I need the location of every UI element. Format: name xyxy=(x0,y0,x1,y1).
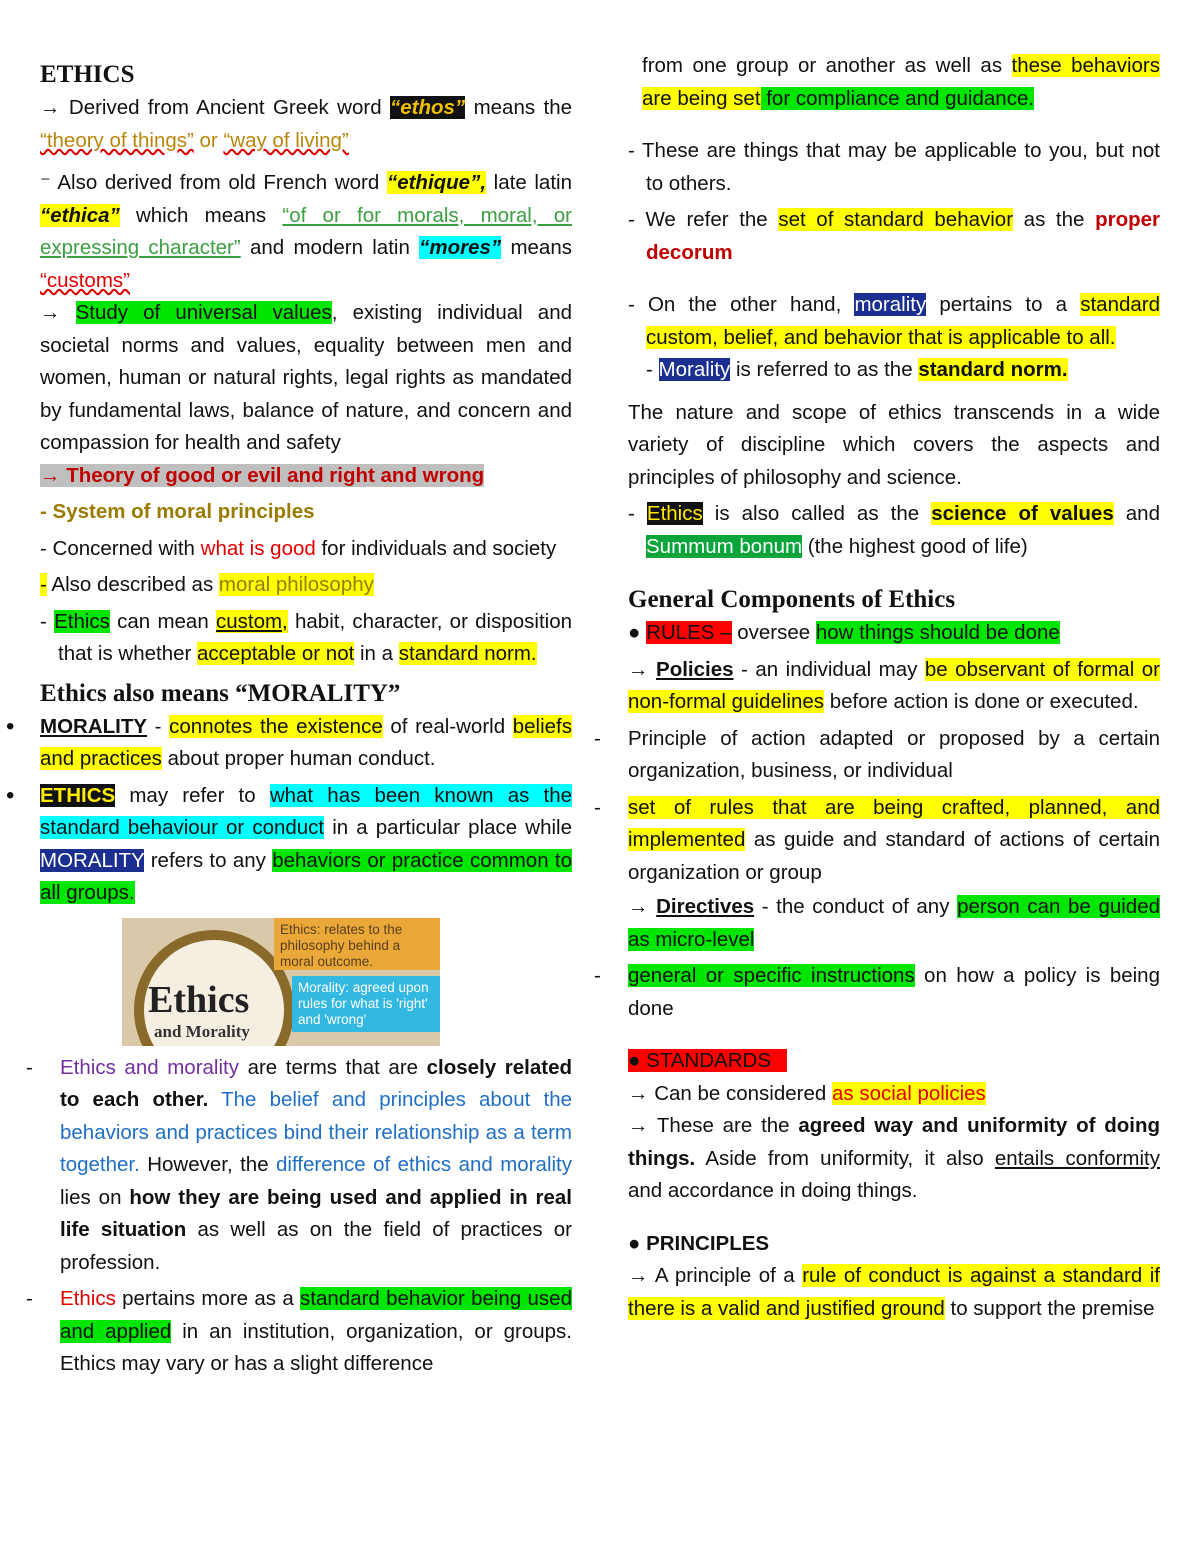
text: → Can be considered xyxy=(628,1081,832,1105)
phrase: difference of ethics and morality xyxy=(276,1153,572,1176)
text: , existing individual and societal norms and values, equality between men and women, human or natural rights, legal rights as mandated by fundamental laws, balance of nature, and concern and compassion for health and safety xyxy=(40,301,573,454)
left-column xyxy=(40,50,572,1381)
dash-decorum xyxy=(628,204,1160,269)
text: in a particular place while xyxy=(324,816,573,839)
paragraph-concerned xyxy=(40,533,572,566)
phrase: set of standard behavior xyxy=(778,208,1014,231)
phrase: what is good xyxy=(200,536,316,560)
phrase: → Theory of good or evil and right and wrong xyxy=(40,463,485,487)
text: before action is done or executed. xyxy=(824,690,1139,713)
section-heading-morality: Ethics also means “MORALITY” xyxy=(40,679,401,707)
text: are terms that are xyxy=(238,1055,427,1079)
text: and xyxy=(1113,502,1160,525)
term-mores: “mores” xyxy=(419,236,502,259)
phrase: The belief and principles about the behaviors and practices bind their relationship as a term together. xyxy=(60,1088,573,1176)
phrase: entails conformity xyxy=(994,1146,1160,1170)
text: → A principle of a xyxy=(628,1264,803,1287)
dash-science-values xyxy=(628,498,1160,563)
paragraph-continued xyxy=(628,50,1160,115)
phrase: “theory of things” xyxy=(40,128,194,152)
paragraph-ethics-custom xyxy=(40,606,572,671)
text: late latin xyxy=(486,171,572,194)
text: lies on xyxy=(60,1185,130,1209)
text: to support the premise xyxy=(944,1296,1155,1320)
ethics-morality-image xyxy=(122,918,440,1046)
text: or xyxy=(193,128,224,152)
phrase: acceptable or not xyxy=(197,642,355,665)
text: refers to any xyxy=(144,848,273,872)
text: - xyxy=(628,502,647,525)
dash-principle-action: - Principle of action adapted or proposed by a certain organization, business, or individual xyxy=(628,723,1160,788)
bullet-ethics xyxy=(40,780,572,910)
phrase: beliefs and practices xyxy=(40,714,573,770)
term-ethica: “ethica” xyxy=(40,203,120,227)
text: (the highest good of life) xyxy=(802,534,1028,558)
phrase: Study of universal values xyxy=(75,301,332,324)
text: → xyxy=(628,657,657,681)
item-directives xyxy=(628,891,1160,956)
phrase: how things should be done xyxy=(815,621,1060,644)
phrase: science of values xyxy=(931,502,1114,525)
text: from one group or another as well as xyxy=(642,54,1012,77)
text: pertains to a xyxy=(926,293,1081,316)
text: → xyxy=(628,895,657,918)
text: - xyxy=(40,609,55,633)
phrase: RULES – xyxy=(646,621,732,644)
term: Ethics xyxy=(646,502,703,525)
bullet-morality xyxy=(40,711,572,776)
standards-social xyxy=(628,1078,1160,1111)
paragraph-nature-scope: The nature and scope of ethics transcends in a wide variety of discipline which covers the aspects and principles of philosophy and science. xyxy=(628,400,1160,489)
text: - the conduct of any xyxy=(754,895,958,918)
text: - We refer the xyxy=(628,208,779,231)
phrase: standard behavior being used and applied xyxy=(60,1287,572,1343)
term-ethique: “ethique”, xyxy=(386,171,487,194)
right-column xyxy=(628,50,1160,1325)
phrase: be observant of formal or non-formal guidelines xyxy=(628,657,1160,713)
text: oversee xyxy=(731,621,816,644)
text: However, the xyxy=(139,1153,277,1176)
text: means the xyxy=(465,96,572,119)
text: → xyxy=(40,301,76,324)
figure-tag-ethics: Ethics: relates to the philosophy behind a moral outcome. xyxy=(274,918,440,970)
phrase: Ethics xyxy=(60,1287,116,1310)
dash-instructions xyxy=(628,960,1160,1025)
text: - xyxy=(147,714,170,738)
phrase: behaviors or practice common to all groups. xyxy=(40,848,572,904)
term: Morality xyxy=(658,358,731,381)
paragraph-moral-philosophy xyxy=(40,569,572,602)
phrase: closely related to each other. xyxy=(60,1055,572,1111)
dash-morality xyxy=(628,289,1160,354)
item-policies xyxy=(628,654,1160,719)
term-ethos: “ethos” xyxy=(390,96,466,119)
text: is referred to as the xyxy=(730,358,919,381)
term: morality xyxy=(854,293,927,316)
text: of real-world xyxy=(382,714,513,738)
text: as the xyxy=(1013,208,1096,231)
text: pertains more as a xyxy=(115,1287,301,1310)
figure-title: Ethics xyxy=(148,978,250,1021)
dash-morality-norm xyxy=(628,354,1160,387)
text: may refer to xyxy=(115,783,270,807)
text: in a xyxy=(354,642,399,665)
phrase: general or specific instructions xyxy=(628,964,915,987)
text: and modern latin xyxy=(240,236,420,259)
text: as guide and standard of actions of certain organization or group xyxy=(628,828,1160,884)
text: - Concerned with xyxy=(40,536,201,560)
text: which means xyxy=(119,203,283,227)
phrase: Summum bonum xyxy=(646,534,803,558)
phrase: rule of conduct is against a standard if there is a valid and justified ground xyxy=(628,1264,1160,1320)
paragraph-french xyxy=(40,167,572,297)
text: in an institution, organization, or groups. Ethics may vary or has a slight difference xyxy=(60,1319,572,1375)
phrase: proper decorum xyxy=(646,208,1160,264)
text: - xyxy=(646,358,659,381)
phrase: for compliance and guidance. xyxy=(760,86,1035,110)
paragraph-theory xyxy=(40,460,572,493)
phrase: “of or for morals, moral, or expressing character” xyxy=(40,203,572,259)
dash-applicable: - These are things that may be applicable to you, but not to others. xyxy=(628,139,1160,195)
dash-pertains xyxy=(60,1283,572,1381)
phrase: custom, xyxy=(215,609,288,633)
term: Policies xyxy=(656,657,734,681)
text: → Derived from Ancient Greek word xyxy=(40,96,390,119)
text: → These are the xyxy=(628,1114,799,1137)
term: Directives xyxy=(656,895,755,918)
phrase: standard norm. xyxy=(918,358,1068,381)
text: and accordance in doing things. xyxy=(628,1179,918,1202)
text: ⁻ Also derived from old French word xyxy=(40,171,387,194)
item-standards xyxy=(628,1045,1160,1078)
section-heading-components: General Components of Ethics xyxy=(628,586,956,613)
phrase: Ethics xyxy=(54,609,110,633)
phrase: connotes the existence xyxy=(169,714,383,738)
text: - xyxy=(40,573,47,596)
phrase: person can be guided as micro-level xyxy=(628,895,1161,951)
term: MORALITY xyxy=(40,714,148,738)
item-principles: ● PRINCIPLES xyxy=(628,1231,770,1255)
paragraph-study xyxy=(40,297,572,460)
text: - On the other hand, xyxy=(628,293,855,316)
text: as well as on the field of practices or profession. xyxy=(60,1218,573,1274)
text: for individuals and society xyxy=(315,536,557,560)
document-title: ETHICS xyxy=(40,61,135,88)
phrase: what has been known as the standard behaviour or conduct xyxy=(40,783,573,839)
phrase: how they are being used and applied in real life situation xyxy=(60,1185,572,1241)
phrase: standard norm. xyxy=(398,642,537,665)
figure-tag-morality: Morality: agreed upon rules for what is 'right' and 'wrong' xyxy=(292,976,440,1032)
phrase: moral philosophy xyxy=(218,573,374,596)
phrase: as social policies xyxy=(831,1081,986,1105)
term: ETHICS xyxy=(40,783,116,807)
figure-subtitle: and Morality xyxy=(154,1021,250,1041)
text: is also called as the xyxy=(702,502,932,525)
phrase: set of rules that are being crafted, planned, and implemented xyxy=(628,795,1160,851)
text: can mean xyxy=(109,609,216,633)
text: Also described as xyxy=(46,573,219,596)
item-rules xyxy=(628,617,1160,650)
dash-set-rules xyxy=(628,792,1160,890)
text: habit, character, or disposition that is whether xyxy=(58,609,573,665)
paragraph-system: - System of moral principles xyxy=(40,500,315,523)
paragraph-ethos xyxy=(40,92,572,157)
text: on how a policy is being done xyxy=(628,964,1160,1020)
dash-related xyxy=(60,1052,572,1280)
text: about proper human conduct. xyxy=(161,747,436,770)
phrase: “way of living” xyxy=(223,128,349,152)
principles-rule xyxy=(628,1260,1160,1325)
heading: ● STANDARDS xyxy=(628,1049,787,1072)
text: Aside from uniformity, it also xyxy=(695,1146,995,1170)
term-customs: “customs” xyxy=(40,268,130,292)
text: - an individual may xyxy=(733,657,925,681)
phrase: Ethics and morality xyxy=(60,1055,239,1079)
phrase: standard custom, belief, and behavior that is applicable to all. xyxy=(646,293,1160,349)
standards-agreed xyxy=(628,1110,1160,1208)
phrase: these behaviors are being set xyxy=(642,54,1160,110)
term: MORALITY xyxy=(40,848,145,872)
text: ● xyxy=(628,621,647,644)
phrase: agreed way and uniformity of doing things. xyxy=(628,1114,1160,1170)
text: means xyxy=(501,236,572,259)
